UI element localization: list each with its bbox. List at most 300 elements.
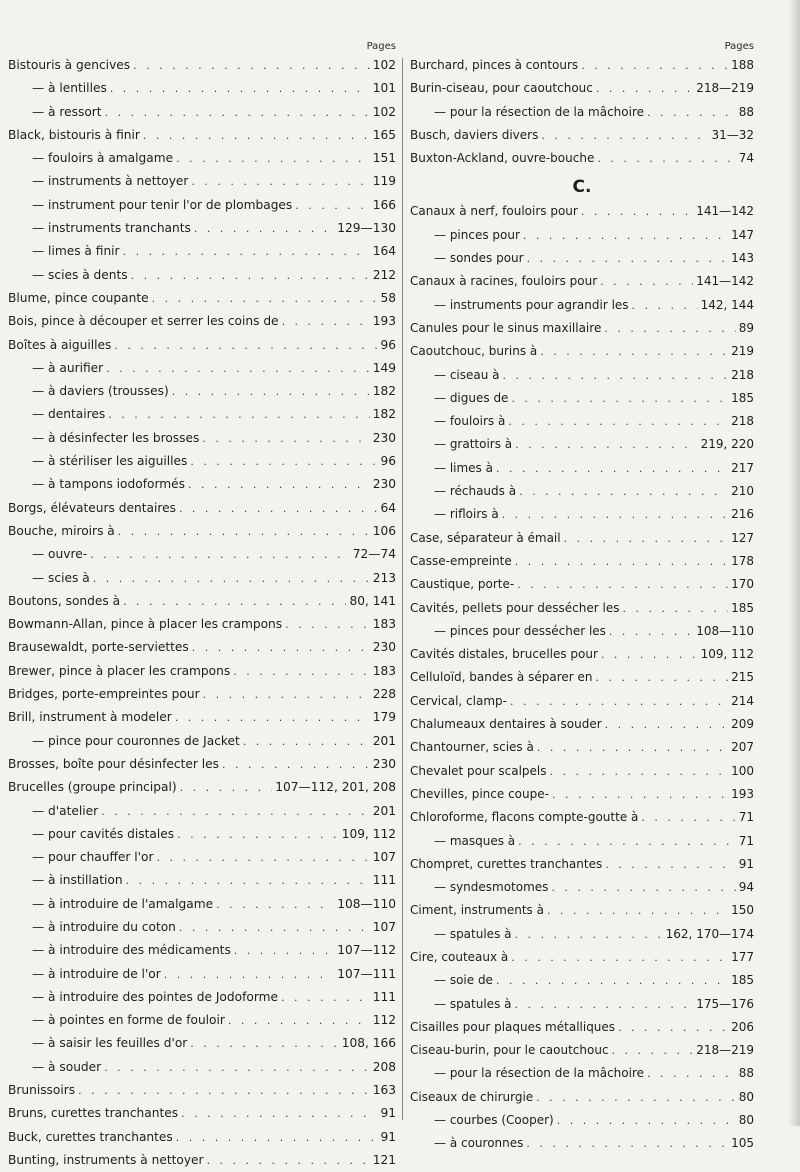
entry-text: — instruments pour agrandir les: [434, 297, 629, 312]
dot-leader: [190, 450, 377, 473]
index-entry: [410, 1109, 754, 1132]
dot-leader: [557, 1109, 736, 1132]
index-entry: [410, 573, 754, 596]
entry-text: Canaux à racines, fouloirs pour: [410, 274, 598, 289]
entry-page-number: 183: [372, 617, 396, 632]
dot-leader: [285, 613, 370, 636]
entry-text: Brosses, boîte pour désinfecter les: [8, 756, 219, 771]
index-entry: [8, 893, 396, 916]
entry-page-number: 182: [372, 407, 396, 422]
dot-leader: [143, 124, 370, 147]
entry-text: — à souder: [32, 1059, 102, 1074]
entry-page-number: 58: [380, 290, 396, 305]
entry-text: — à lentilles: [32, 81, 107, 96]
index-entry: [8, 1056, 396, 1079]
entry-page-number: 218: [731, 367, 754, 382]
index-entry: [8, 963, 396, 986]
entry-page-number: 217: [731, 460, 754, 475]
entry-page-number: 178: [731, 553, 754, 568]
entry-page-number: 101: [372, 81, 396, 96]
entry-page-number: 143: [731, 251, 754, 266]
dot-leader: [508, 410, 728, 433]
dot-leader: [110, 77, 370, 100]
entry-page-number: 201: [372, 733, 396, 748]
entry-text: Bistouris à gencives: [8, 58, 131, 72]
dot-leader: [641, 806, 735, 829]
dot-leader: [114, 334, 377, 357]
entry-text: — pour chauffer l'or: [32, 850, 154, 865]
entry-text: Bois, pince à découper et serrer les coins de: [8, 314, 279, 329]
index-entry: [8, 520, 396, 543]
index-entry: [410, 54, 754, 77]
dot-leader: [503, 364, 729, 387]
dot-leader: [527, 247, 729, 270]
index-list-right-c: [410, 200, 754, 1155]
entry-page-number: 108—110: [696, 623, 754, 638]
entry-text: Black, bistouris à finir: [8, 127, 140, 142]
index-entry: [410, 899, 754, 922]
entry-text: Cervical, clamp-: [410, 693, 507, 708]
index-entry: [8, 334, 396, 357]
index-entry: [8, 1102, 396, 1125]
index-list-left: [8, 54, 396, 1172]
index-entry: [8, 869, 396, 892]
entry-text: — à pointes en forme de fouloir: [32, 1013, 225, 1028]
entry-page-number: 218—219: [696, 81, 754, 96]
entry-page-number: 208: [372, 1059, 396, 1074]
dot-leader: [175, 706, 370, 729]
dot-leader: [194, 217, 334, 240]
entry-page-number: 91: [380, 1129, 396, 1144]
dot-leader: [216, 893, 334, 916]
index-entry: [410, 294, 754, 317]
entry-page-number: 129—130: [337, 221, 396, 236]
dot-leader: [104, 1056, 370, 1079]
dot-leader: [597, 147, 735, 170]
entry-text: — pour la résection de la mâchoire: [434, 104, 645, 119]
entry-page-number: 185: [731, 973, 754, 988]
dot-leader: [596, 77, 693, 100]
entry-page-number: 201: [372, 803, 396, 818]
entry-text: — pour cavités distales: [32, 826, 175, 841]
index-entry: [8, 543, 396, 566]
index-entry: [410, 410, 754, 433]
entry-page-number: 96: [380, 454, 396, 469]
index-entry: [8, 147, 396, 170]
dot-leader: [609, 620, 693, 643]
entry-page-number: 100: [731, 763, 754, 778]
entry-text: — pinces pour: [434, 227, 520, 242]
dot-leader: [540, 340, 728, 363]
entry-page-number: 64: [380, 500, 396, 515]
entry-text: Chantourner, scies à: [410, 740, 534, 755]
dot-leader: [191, 170, 369, 193]
entry-page-number: 179: [372, 710, 396, 725]
index-entry: [410, 690, 754, 713]
entry-page-number: 193: [372, 314, 396, 329]
entry-text: Chevilles, pince coupe-: [410, 786, 549, 801]
entry-text: — grattoirs à: [434, 437, 513, 452]
entry-page-number: 170: [731, 577, 754, 592]
entry-text: — rifloirs à: [434, 507, 499, 522]
index-entry: [8, 613, 396, 636]
index-entry: [8, 497, 396, 520]
entry-text: — fouloirs à: [434, 414, 506, 429]
index-entry: [410, 224, 754, 247]
dot-leader: [156, 846, 369, 869]
index-entry: [8, 287, 396, 310]
entry-text: — réchauds à: [434, 484, 517, 499]
dot-leader: [108, 403, 369, 426]
index-entry: [410, 340, 754, 363]
entry-page-number: 91: [380, 1106, 396, 1121]
entry-text: Caoutchouc, burins à: [410, 344, 538, 359]
dot-leader: [511, 946, 728, 969]
entry-page-number: 106: [372, 523, 396, 538]
dot-leader: [502, 503, 728, 526]
entry-text: Bruns, curettes tranchantes: [8, 1106, 179, 1121]
dot-leader: [515, 550, 728, 573]
index-entry: [8, 101, 396, 124]
entry-page-number: 207: [731, 740, 754, 755]
entry-page-number: 216: [731, 507, 754, 522]
dot-leader: [281, 986, 370, 1009]
dot-leader: [126, 869, 370, 892]
dot-leader: [600, 270, 693, 293]
entry-text: Ciseau-burin, pour le caoutchouc: [410, 1043, 609, 1058]
entry-page-number: 218: [731, 414, 754, 429]
index-entry: [410, 77, 754, 100]
entry-page-number: 80: [738, 1113, 754, 1128]
dot-leader: [537, 736, 728, 759]
dot-leader: [519, 480, 728, 503]
entry-page-number: 88: [738, 1066, 754, 1081]
index-entry: [410, 876, 754, 899]
entry-page-number: 230: [372, 756, 396, 771]
entry-page-number: 185: [731, 600, 754, 615]
entry-text: Canules pour le sinus maxillaire: [410, 320, 602, 335]
entry-text: Bouche, miroirs à: [8, 523, 115, 538]
dot-leader: [118, 520, 370, 543]
index-entry: [410, 1132, 754, 1155]
index-entry: [410, 597, 754, 620]
entry-text: Brucelles (groupe principal): [8, 780, 177, 795]
entry-text: — à introduire des médicaments: [32, 943, 231, 958]
entry-text: — à introduire du coton: [32, 919, 176, 934]
entry-text: — spatules à: [434, 926, 512, 941]
dot-leader: [541, 124, 708, 147]
index-entry: [410, 124, 754, 147]
entry-text: Chevalet pour scalpels: [410, 763, 547, 778]
index-entry: [410, 923, 754, 946]
entry-text: — digues de: [434, 390, 509, 405]
index-entry: [410, 433, 754, 456]
entry-page-number: 185: [731, 390, 754, 405]
index-column-right: [410, 40, 754, 1156]
index-entry: [410, 736, 754, 759]
index-entry: [410, 364, 754, 387]
index-entry: [8, 357, 396, 380]
dot-leader: [131, 264, 370, 287]
entry-page-number: 71: [738, 833, 754, 848]
entry-text: Canaux à nerf, fouloirs pour: [410, 204, 578, 219]
entry-page-number: 74: [738, 151, 754, 166]
entry-page-number: 230: [372, 430, 396, 445]
dot-leader: [526, 1132, 728, 1155]
entry-text: Bowmann-Allan, pince à placer les crampons: [8, 617, 283, 632]
index-entry: [410, 550, 754, 573]
entry-page-number: 175—176: [696, 996, 754, 1011]
dot-leader: [172, 380, 370, 403]
dot-leader: [515, 433, 697, 456]
dot-leader: [605, 853, 735, 876]
entry-page-number: 162, 170—174: [665, 926, 754, 941]
entry-page-number: 102: [372, 58, 396, 72]
dot-leader: [517, 573, 728, 596]
entry-page-number: 112: [372, 1013, 396, 1028]
dot-leader: [605, 713, 728, 736]
dot-leader: [123, 240, 370, 263]
entry-page-number: 219, 220: [700, 437, 754, 452]
entry-page-number: 228: [372, 687, 396, 702]
entry-text: — à introduire de l'amalgame: [32, 896, 214, 911]
index-entry: [410, 993, 754, 1016]
index-entry: [8, 939, 396, 962]
entry-page-number: 142, 144: [700, 297, 754, 312]
entry-page-number: 127: [731, 530, 754, 545]
dot-leader: [190, 1032, 338, 1055]
index-entry: [410, 101, 754, 124]
entry-page-number: 107—112: [337, 943, 396, 958]
entry-text: Ciseaux de chirurgie: [410, 1089, 534, 1104]
entry-page-number: 206: [731, 1019, 754, 1034]
index-entry: [8, 450, 396, 473]
entry-text: — pour la résection de la mâchoire: [434, 1066, 645, 1081]
entry-page-number: 102: [372, 104, 396, 119]
index-entry: [8, 916, 396, 939]
entry-text: Brausewaldt, porte-serviettes: [8, 640, 189, 655]
index-entry: [410, 783, 754, 806]
index-entry: [410, 806, 754, 829]
dot-leader: [101, 800, 370, 823]
dot-leader: [604, 317, 735, 340]
dot-leader: [601, 643, 698, 666]
entry-page-number: 107—111: [337, 966, 396, 981]
index-entry: [410, 1062, 754, 1085]
index-entry: [8, 217, 396, 240]
entry-text: Busch, daviers divers: [410, 127, 539, 142]
dot-leader: [514, 923, 662, 946]
index-entry: [410, 666, 754, 689]
entry-page-number: 212: [372, 267, 396, 282]
entry-page-number: 89: [738, 320, 754, 335]
dot-leader: [207, 1149, 370, 1172]
entry-text: Burin-ciseau, pour caoutchouc: [410, 81, 593, 96]
dot-leader: [123, 590, 346, 613]
dot-leader: [647, 101, 736, 124]
entry-text: — à introduire de l'or: [32, 966, 161, 981]
entry-page-number: 188: [731, 58, 754, 72]
dot-leader: [179, 916, 370, 939]
entry-page-number: 149: [372, 360, 396, 375]
entry-text: — à tampons iodoformés: [32, 477, 185, 492]
dot-leader: [176, 147, 370, 170]
entry-page-number: 71: [738, 810, 754, 825]
entry-text: — pince pour couronnes de Jacket: [32, 733, 240, 748]
dot-leader: [90, 543, 350, 566]
index-entry: [8, 380, 396, 403]
dot-leader: [552, 783, 728, 806]
dot-leader: [618, 1016, 728, 1039]
entry-text: Brunissoirs: [8, 1083, 76, 1098]
entry-text: Cire, couteaux à: [410, 949, 509, 964]
entry-text: Brill, instrument à modeler: [8, 710, 172, 725]
entry-page-number: 108—110: [337, 896, 396, 911]
dot-leader: [188, 473, 370, 496]
entry-text: — ciseau à: [434, 367, 500, 382]
dot-leader: [523, 224, 728, 247]
entry-page-number: 72—74: [352, 547, 396, 562]
dot-leader: [547, 899, 728, 922]
dot-leader: [511, 387, 728, 410]
entry-text: Bunting, instruments à nettoyer: [8, 1152, 204, 1167]
entry-text: — instruments tranchants: [32, 221, 191, 236]
dot-leader: [180, 776, 273, 799]
index-entry: [8, 240, 396, 263]
index-entry: [410, 643, 754, 666]
index-entry: [410, 317, 754, 340]
page-edge-shadow: [788, 0, 800, 1126]
index-entry: [8, 264, 396, 287]
dot-leader: [192, 636, 370, 659]
dot-leader: [78, 1079, 370, 1102]
entry-text: — à introduire des pointes de Jodoforme: [32, 989, 278, 1004]
dot-leader: [282, 310, 370, 333]
entry-text: — à stériliser les aiguilles: [32, 454, 188, 469]
dot-leader: [106, 357, 370, 380]
dot-leader: [181, 1102, 377, 1125]
dot-leader: [222, 753, 370, 776]
dot-leader: [518, 830, 736, 853]
entry-page-number: 193: [731, 786, 754, 801]
entry-text: Celluloïd, bandes à séparer en: [410, 670, 593, 685]
index-entry: [8, 1009, 396, 1032]
entry-text: — sondes pour: [434, 251, 524, 266]
entry-text: Cavités, pellets pour dessécher les: [410, 600, 620, 615]
dot-leader: [234, 939, 334, 962]
entry-page-number: 141—142: [696, 204, 754, 219]
entry-text: — à daviers (trousses): [32, 384, 169, 399]
entry-page-number: 218—219: [696, 1043, 754, 1058]
entry-text: Boîtes à aiguilles: [8, 337, 112, 352]
entry-page-number: 80: [738, 1089, 754, 1104]
entry-text: — dentaires: [32, 407, 106, 422]
dot-leader: [551, 876, 735, 899]
dot-leader: [176, 1126, 378, 1149]
entry-page-number: 210: [731, 484, 754, 499]
entry-text: — à instillation: [32, 873, 123, 888]
index-entry: [8, 986, 396, 1009]
index-entry: [410, 1039, 754, 1062]
dot-leader: [564, 527, 729, 550]
dot-leader: [105, 101, 370, 124]
index-entry: [410, 270, 754, 293]
entry-text: Blume, pince coupante: [8, 290, 149, 305]
dot-leader: [612, 1039, 694, 1062]
entry-text: Chompret, curettes tranchantes: [410, 856, 603, 871]
index-entry: [410, 830, 754, 853]
entry-text: — d'atelier: [32, 803, 99, 818]
entry-page-number: 109, 112: [700, 647, 754, 662]
index-entry: [8, 636, 396, 659]
index-entry: [410, 480, 754, 503]
dot-leader: [228, 1009, 370, 1032]
dot-leader: [93, 567, 370, 590]
index-entry: [410, 200, 754, 223]
entry-text: Borgs, élévateurs dentaires: [8, 500, 176, 515]
entry-text: — syndesmotomes: [434, 880, 549, 895]
entry-text: — à saisir les feuilles d'or: [32, 1036, 188, 1051]
index-entry: [410, 969, 754, 992]
entry-text: — masques à: [434, 833, 516, 848]
entry-text: — instruments à nettoyer: [32, 174, 189, 189]
entry-text: — spatules à: [434, 996, 512, 1011]
index-entry: [8, 77, 396, 100]
entry-text: — instrument pour tenir l'or de plombages: [32, 197, 293, 212]
entry-text: Cisailles pour plaques métalliques: [410, 1019, 616, 1034]
index-entry: [8, 124, 396, 147]
entry-page-number: 177: [731, 949, 754, 964]
entry-text: Buxton-Ackland, ouvre-bouche: [410, 151, 595, 166]
entry-page-number: 166: [372, 197, 396, 212]
index-entry: [8, 54, 396, 77]
dot-leader: [622, 597, 728, 620]
index-entry: [410, 713, 754, 736]
entry-page-number: 209: [731, 717, 754, 732]
index-entry: [410, 1086, 754, 1109]
entry-text: — à ressort: [32, 104, 102, 119]
entry-text: Bridges, porte-empreintes pour: [8, 687, 200, 702]
entry-page-number: 108, 166: [341, 1036, 396, 1051]
entry-page-number: 163: [372, 1083, 396, 1098]
entry-page-number: 119: [372, 174, 396, 189]
dot-leader: [202, 427, 369, 450]
entry-page-number: 147: [731, 227, 754, 242]
entry-page-number: 80, 141: [349, 593, 396, 608]
entry-text: — pinces pour dessécher les: [434, 623, 606, 638]
entry-text: — scies à dents: [32, 267, 128, 282]
entry-text: Casse-empreinte: [410, 553, 512, 568]
entry-text: — scies à: [32, 570, 90, 585]
dot-leader: [514, 993, 693, 1016]
entry-page-number: 230: [372, 477, 396, 492]
pages-header-right: Pages: [724, 41, 754, 52]
entry-text: Brewer, pince à placer les crampons: [8, 663, 231, 678]
index-entry: [8, 800, 396, 823]
index-entry: [8, 170, 396, 193]
dot-leader: [243, 730, 370, 753]
entry-page-number: 121: [372, 1152, 396, 1167]
index-entry: [410, 147, 754, 170]
entry-text: — courbes (Cooper): [434, 1113, 554, 1128]
entry-text: Burchard, pinces à contours: [410, 58, 579, 72]
index-entry: [410, 247, 754, 270]
entry-page-number: 183: [372, 663, 396, 678]
index-entry: [8, 776, 396, 799]
index-entry: [8, 427, 396, 450]
entry-text: — soie de: [434, 973, 493, 988]
entry-text: — à désinfecter les brosses: [32, 430, 200, 445]
